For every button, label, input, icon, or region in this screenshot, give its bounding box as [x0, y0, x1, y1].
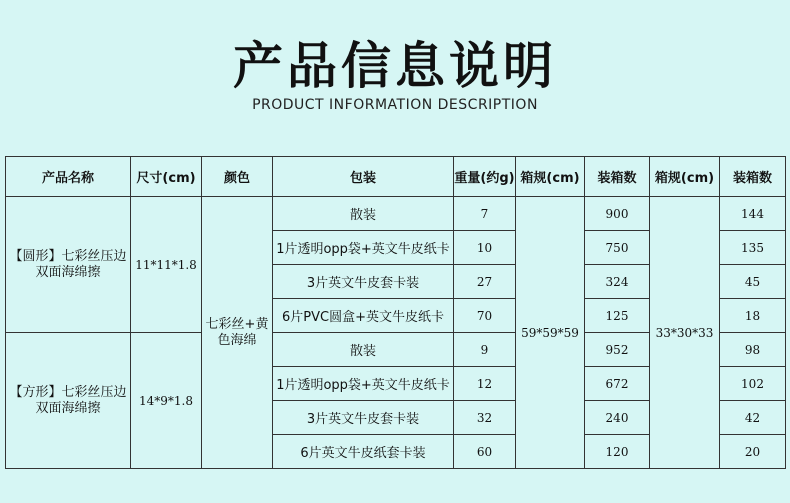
box-qty-2-cell: 18: [720, 299, 786, 333]
weight-cell: 12: [454, 367, 516, 401]
product-size-cell: 14*9*1.8: [131, 333, 202, 469]
pack-cell: 1片透明opp袋+英文牛皮纸卡: [273, 231, 454, 265]
pack-cell: 6片英文牛皮纸套卡装: [273, 435, 454, 469]
box-qty-2-cell: 102: [720, 367, 786, 401]
box-qty-cell: 952: [585, 333, 650, 367]
header-box-spec-2: 箱规(cm): [650, 157, 720, 197]
header-color: 颜色: [202, 157, 273, 197]
pack-cell: 1片透明opp袋+英文牛皮纸卡: [273, 367, 454, 401]
product-color-cell: 七彩丝+黄色海绵: [202, 197, 273, 469]
header-row: [6, 157, 786, 197]
box-qty-cell: 125: [585, 299, 650, 333]
box-qty-cell: 672: [585, 367, 650, 401]
product-info-table: [5, 156, 786, 469]
box-qty-2-cell: 45: [720, 265, 786, 299]
weight-cell: 9: [454, 333, 516, 367]
box-qty-2-cell: 98: [720, 333, 786, 367]
box-qty-cell: 324: [585, 265, 650, 299]
header-weight: 重量(约g): [454, 157, 516, 197]
product-name-cell: 【方形】七彩丝压边双面海绵擦: [6, 333, 131, 469]
weight-cell: 70: [454, 299, 516, 333]
pack-cell: 3片英文牛皮套卡装: [273, 265, 454, 299]
pack-cell: 3片英文牛皮套卡装: [273, 401, 454, 435]
weight-cell: 10: [454, 231, 516, 265]
box-qty-2-cell: 144: [720, 197, 786, 231]
box-qty-cell: 240: [585, 401, 650, 435]
weight-cell: 7: [454, 197, 516, 231]
page-subtitle: PRODUCT INFORMATION DESCRIPTION: [252, 97, 538, 113]
pack-cell: 6片PVC圆盒+英文牛皮纸卡: [273, 299, 454, 333]
pack-cell: 散装: [273, 333, 454, 367]
weight-cell: 27: [454, 265, 516, 299]
box-qty-2-cell: 20: [720, 435, 786, 469]
box-qty-2-cell: 135: [720, 231, 786, 265]
pack-cell: 散装: [273, 197, 454, 231]
header-box-qty-2: 装箱数: [720, 157, 786, 197]
weight-cell: 32: [454, 401, 516, 435]
product-size-cell: 11*11*1.8: [131, 197, 202, 333]
box-qty-cell: 750: [585, 231, 650, 265]
page-title: 产品信息说明: [233, 37, 557, 95]
box-spec-2-cell: 33*30*33: [650, 197, 720, 469]
product-name-cell: 【圆形】七彩丝压边双面海绵擦: [6, 197, 131, 333]
box-qty-2-cell: 42: [720, 401, 786, 435]
weight-cell: 60: [454, 435, 516, 469]
header-box-qty: 装箱数: [585, 157, 650, 197]
box-qty-cell: 900: [585, 197, 650, 231]
box-qty-cell: 120: [585, 435, 650, 469]
header-pack: 包装: [273, 157, 454, 197]
header-size: 尺寸(cm): [131, 157, 202, 197]
header-name: 产品名称: [6, 157, 131, 197]
box-spec-cell: 59*59*59: [516, 197, 585, 469]
table-row: [6, 197, 786, 231]
header-box-spec: 箱规(cm): [516, 157, 585, 197]
